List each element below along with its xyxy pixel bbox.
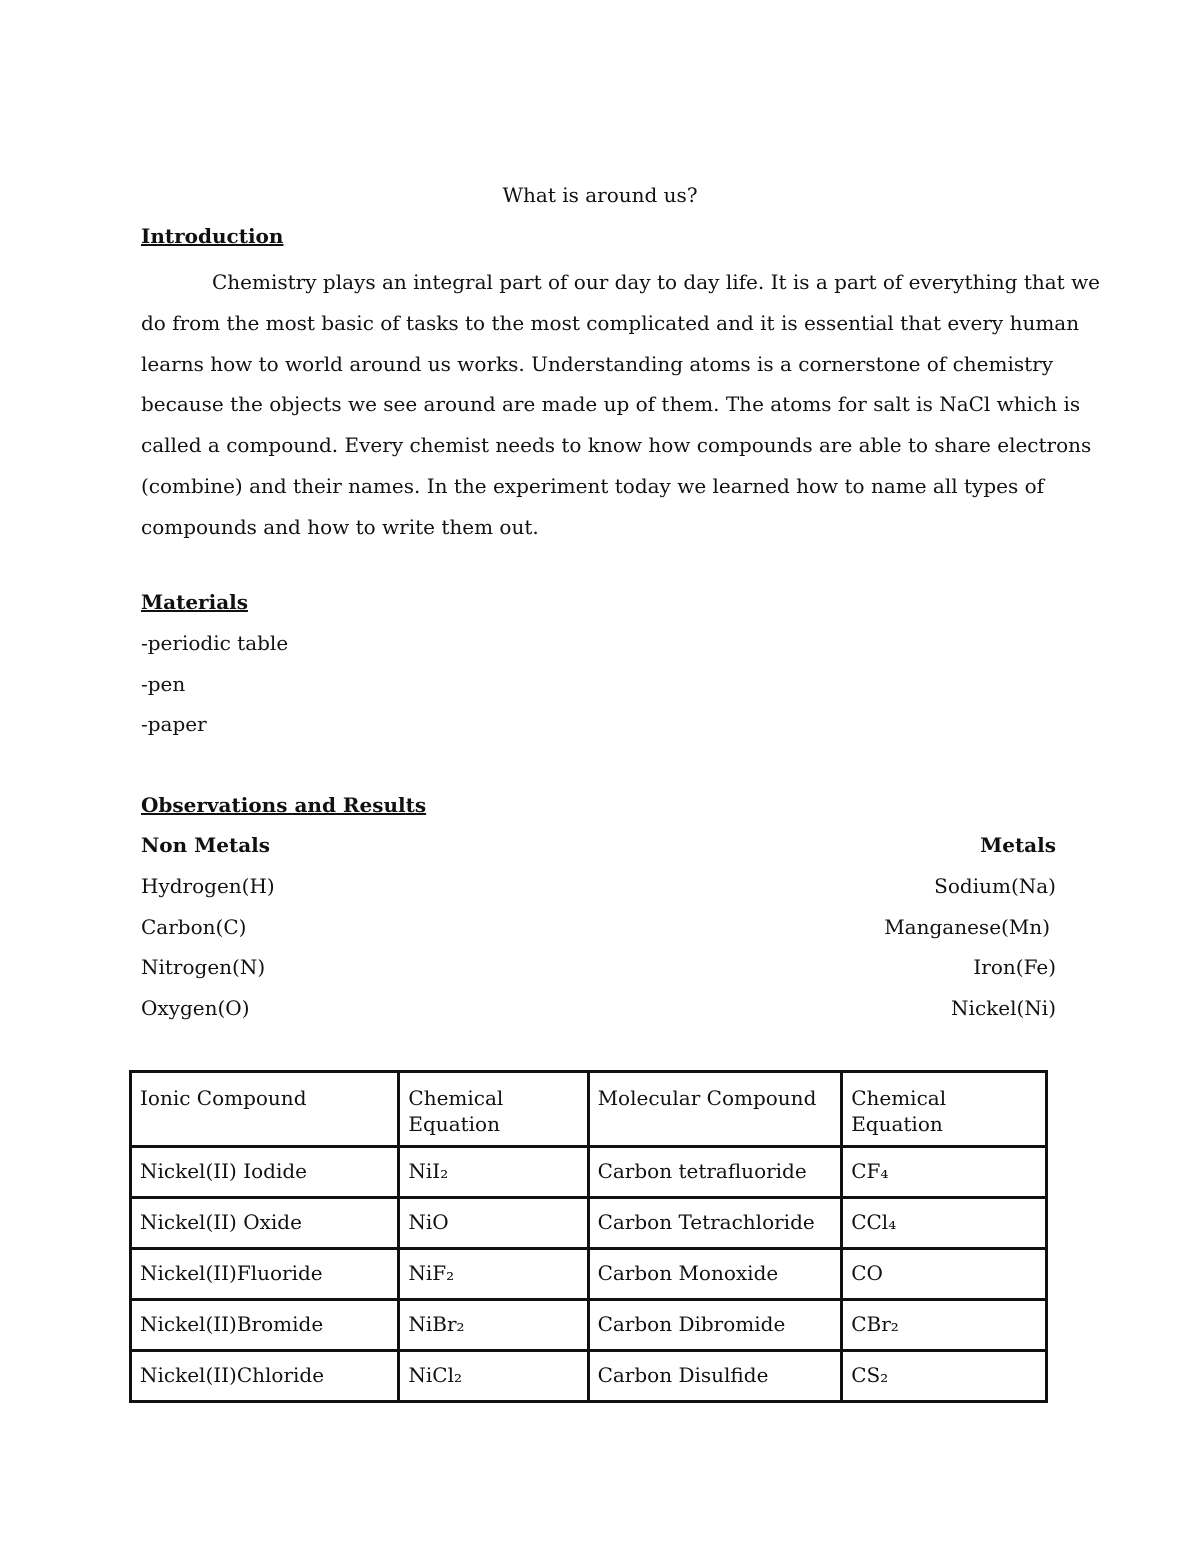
- table-cell: CO: [842, 1249, 1047, 1300]
- table-cell: Carbon Dibromide: [588, 1300, 842, 1351]
- table-row: [131, 1351, 1047, 1402]
- metals-heading: Metals: [980, 833, 1056, 857]
- table-cell: CBr₂: [842, 1300, 1047, 1351]
- table-cell: Carbon Disulfide: [588, 1351, 842, 1402]
- metal-item: Iron(Fe): [973, 955, 1056, 979]
- header-cell: Ionic Compound: [131, 1072, 399, 1147]
- materials-heading: Materials: [141, 590, 249, 614]
- table-cell: NiI₂: [399, 1147, 588, 1198]
- metal-item: Nickel(Ni): [951, 996, 1056, 1020]
- table-cell: Carbon Monoxide: [588, 1249, 842, 1300]
- paragraph-line: Chemistry plays an integral part of our day to day life. It is a part of everything that we: [212, 270, 1101, 294]
- introduction-heading: Introduction: [141, 224, 284, 248]
- nonmetal-item: Carbon(C): [141, 915, 247, 939]
- table-cell: NiBr₂: [399, 1300, 588, 1351]
- materials-item: -pen: [141, 672, 186, 696]
- paragraph-line: because the objects we see around are made up of them. The atoms for salt is NaCl which is: [141, 392, 1081, 417]
- paragraph-line: learns how to world around us works. Understanding atoms is a cornerstone of chemistry: [141, 351, 1054, 376]
- table-cell: NiCl₂: [399, 1351, 588, 1402]
- table-cell: Nickel(II) Oxide: [131, 1198, 399, 1249]
- introduction-paragraph: [141, 262, 1101, 548]
- nonmetal-item: Oxygen(O): [141, 996, 250, 1020]
- table-cell: NiO: [399, 1198, 588, 1249]
- nonmetal-item: Hydrogen(H): [141, 874, 275, 898]
- paragraph-line: do from the most basic of tasks to the most complicated and it is essential that every human: [141, 310, 1080, 335]
- table-cell: Nickel(II)Chloride: [131, 1351, 399, 1402]
- table-header-row: [131, 1072, 1047, 1147]
- metal-item: Manganese(Mn): [884, 915, 1050, 939]
- table-row: [131, 1198, 1047, 1249]
- header-cell: Chemical Equation: [842, 1072, 1047, 1147]
- materials-item: -periodic table: [141, 631, 289, 655]
- nonmetal-item: Nitrogen(N): [141, 955, 266, 979]
- table-cell: Carbon Tetrachloride: [588, 1198, 842, 1249]
- observations-heading: Observations and Results: [141, 793, 427, 817]
- paragraph-line: (combine) and their names. In the experiment today we learned how to name all types of: [141, 473, 1045, 498]
- table-cell: Nickel(II) Iodide: [131, 1147, 399, 1198]
- table-row: [131, 1147, 1047, 1198]
- table-row: [131, 1300, 1047, 1351]
- header-cell: Chemical Equation: [399, 1072, 588, 1147]
- table-cell: Nickel(II)Bromide: [131, 1300, 399, 1351]
- paragraph-line: called a compound. Every chemist needs to know how compounds are able to share electrons: [141, 433, 1092, 458]
- metal-item: Sodium(Na): [934, 874, 1056, 898]
- table-cell: CF₄: [842, 1147, 1047, 1198]
- table-cell: Carbon tetrafluoride: [588, 1147, 842, 1198]
- table-row: [131, 1249, 1047, 1300]
- header-cell: Molecular Compound: [588, 1072, 842, 1147]
- table-cell: CS₂: [842, 1351, 1047, 1402]
- paragraph-line: compounds and how to write them out.: [141, 514, 539, 539]
- table-cell: NiF₂: [399, 1249, 588, 1300]
- table-cell: Nickel(II)Fluoride: [131, 1249, 399, 1300]
- table-cell: CCl₄: [842, 1198, 1047, 1249]
- materials-item: -paper: [141, 712, 207, 736]
- compounds-table: [129, 1070, 1048, 1403]
- nonmetals-heading: Non Metals: [141, 833, 271, 857]
- page-title: What is around us?: [502, 183, 698, 207]
